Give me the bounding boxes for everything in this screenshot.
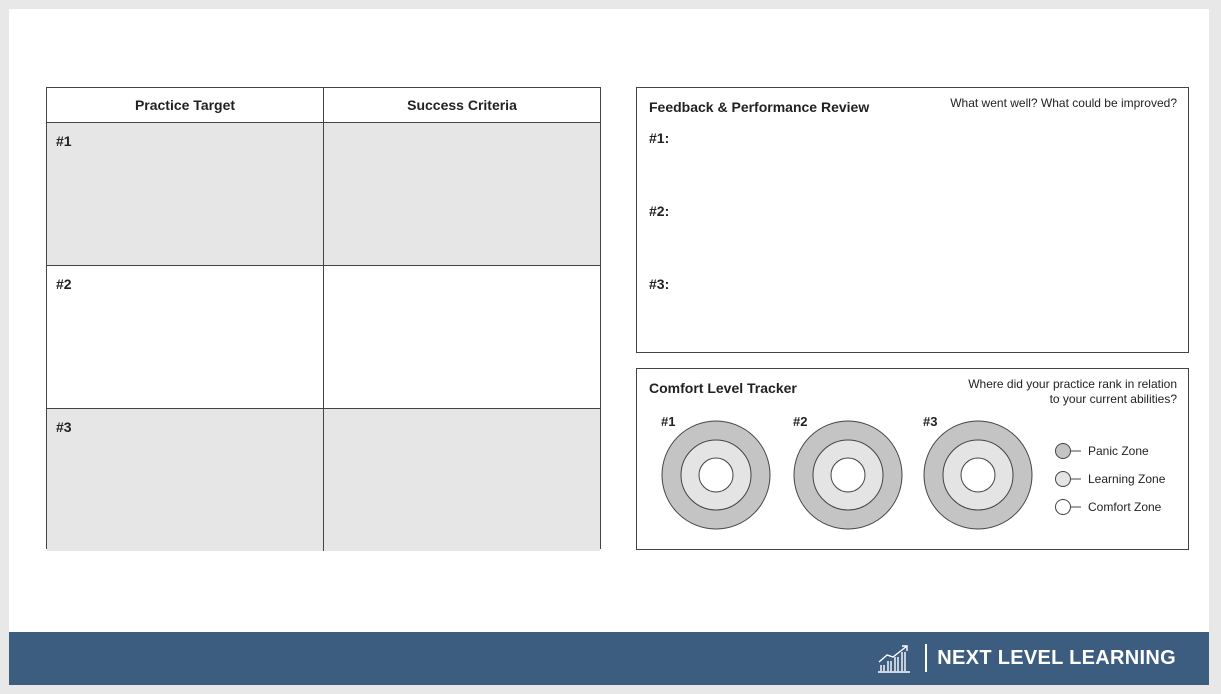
footer-bar	[9, 632, 1209, 685]
success-criteria-cell-1[interactable]	[323, 123, 600, 265]
target-label-2: #2	[793, 414, 808, 429]
learning-zone-swatch-icon	[1054, 470, 1082, 488]
feedback-item-1: #1:	[649, 130, 670, 146]
feedback-item-3: #3:	[649, 276, 670, 292]
comfort-target-3[interactable]	[923, 420, 1033, 530]
comfort-title: Comfort Level Tracker	[649, 380, 797, 396]
feedback-title: Feedback & Performance Review	[649, 99, 870, 115]
legend-panic-zone	[1054, 437, 1165, 465]
feedback-box[interactable]	[636, 87, 1189, 353]
zone-legend	[1054, 437, 1165, 521]
target-label-3: #3	[923, 414, 938, 429]
practice-row-1	[47, 123, 600, 265]
practice-row-3	[47, 408, 600, 551]
worksheet-page	[9, 9, 1209, 685]
row-number-2: #2	[56, 276, 72, 292]
panic-zone-swatch-icon	[1054, 442, 1082, 460]
row-number-3: #3	[56, 419, 72, 435]
practice-row-2	[47, 265, 600, 408]
success-criteria-cell-3[interactable]	[323, 409, 600, 551]
legend-comfort-zone	[1054, 493, 1165, 521]
target-label-1: #1	[661, 414, 676, 429]
comfort-target-2[interactable]	[793, 420, 903, 530]
brand-name: NEXT LEVEL LEARNING	[937, 646, 1176, 669]
success-criteria-cell-2[interactable]	[323, 266, 600, 408]
comfort-subtitle-line-1: Where did your practice rank in relation	[968, 377, 1177, 391]
feedback-subtitle: What went well? What could be improved?	[950, 96, 1177, 110]
legend-learning-zone	[1054, 465, 1165, 493]
success-criteria-header: Success Criteria	[323, 88, 600, 122]
comfort-target-1[interactable]	[661, 420, 771, 530]
practice-target-cell-1[interactable]	[47, 123, 323, 265]
brand	[877, 643, 1176, 673]
comfort-subtitle-line-2: to your current abilities?	[1049, 392, 1177, 406]
legend-panic-label: Panic Zone	[1088, 444, 1149, 458]
row-number-1: #1	[56, 133, 72, 149]
legend-comfort-label: Comfort Zone	[1088, 500, 1162, 514]
practice-table	[46, 87, 601, 549]
comfort-zone-swatch-icon	[1054, 498, 1082, 516]
brand-divider	[925, 644, 927, 672]
practice-target-cell-2[interactable]	[47, 266, 323, 408]
practice-target-cell-3[interactable]	[47, 409, 323, 551]
legend-learning-label: Learning Zone	[1088, 472, 1166, 486]
comfort-tracker-box	[636, 368, 1189, 550]
bar-chart-growth-icon	[877, 643, 911, 673]
feedback-item-2: #2:	[649, 203, 670, 219]
practice-table-header	[47, 88, 600, 123]
practice-target-header: Practice Target	[134, 97, 236, 113]
comfort-subtitle	[968, 377, 1177, 407]
